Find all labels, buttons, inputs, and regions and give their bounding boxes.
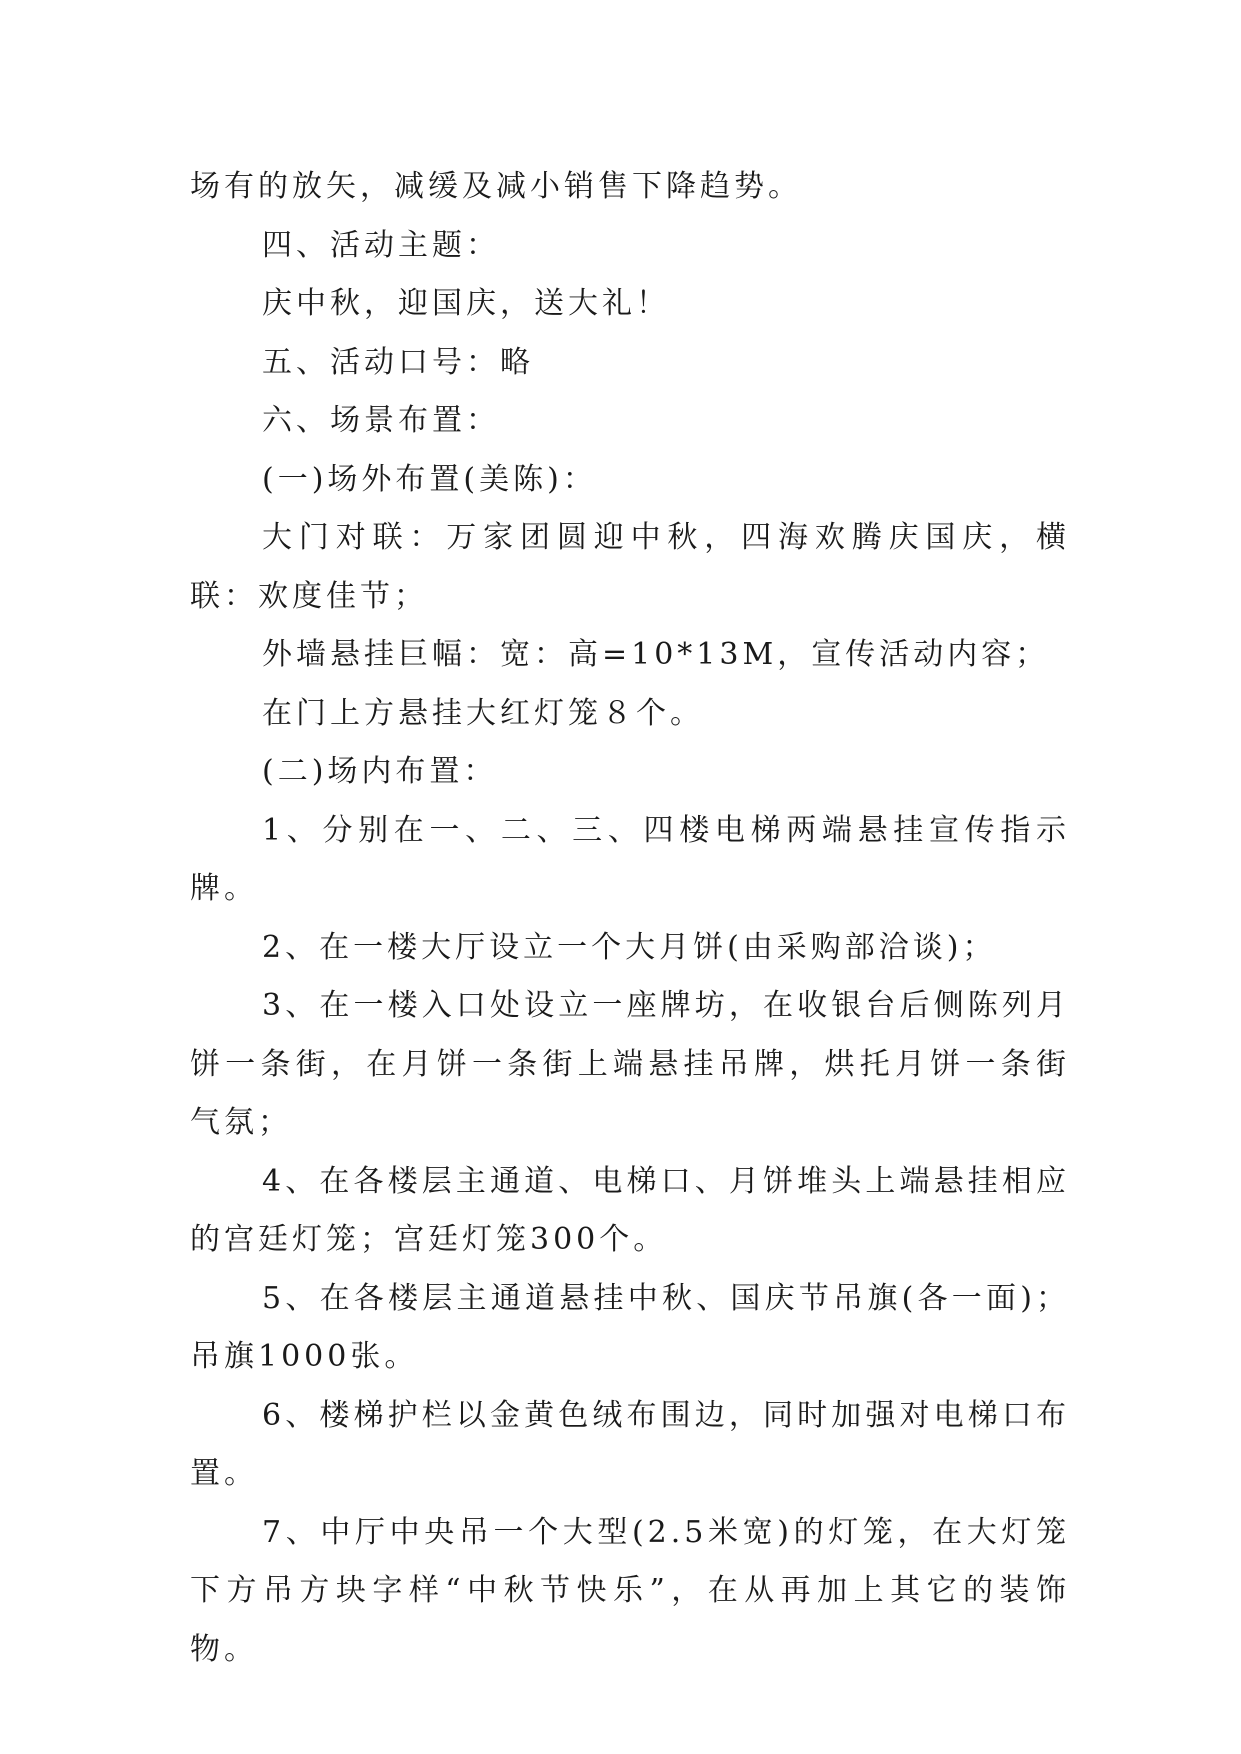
list-item-7: 7、中厅中央吊一个大型(2.5米宽)的灯笼，在大灯笼下方吊方块字样“中秋节快乐”，在从再加上其它的装饰物。 bbox=[190, 1514, 1070, 1667]
subheading-indoor-layout: (二)场内布置： bbox=[262, 754, 498, 789]
paragraph-wall-banner: 外墙悬挂巨幅：宽：高=10*13M，宣传活动内容； bbox=[262, 637, 1050, 672]
heading-activity-slogan: 五、活动口号：略 bbox=[262, 344, 534, 380]
heading-scene-layout: 六、场景布置： bbox=[262, 403, 500, 438]
subheading-outdoor-layout: (一)场外布置(美陈)： bbox=[262, 461, 597, 497]
list-item-5: 5、在各楼层主通道悬挂中秋、国庆节吊旗(各一面)；吊旗1000张。 bbox=[190, 1280, 1070, 1374]
paragraph-continuation: 场有的放矢，减缓及减小销售下降趋势。 bbox=[190, 169, 802, 204]
paragraph-gate-couplet: 大门对联：万家团圆迎中秋，四海欢腾庆国庆，横联：欢度佳节； bbox=[190, 520, 1070, 614]
document-body bbox=[190, 158, 1070, 1679]
list-item-3: 3、在一楼入口处设立一座牌坊，在收银台后侧陈列月饼一条街，在月饼一条街上端悬挂吊牌，烘托月饼一条街气氛； bbox=[190, 988, 1070, 1140]
paragraph-red-lanterns: 在门上方悬挂大红灯笼８个。 bbox=[262, 695, 704, 731]
heading-activity-theme: 四、活动主题： bbox=[262, 227, 500, 263]
list-item-6: 6、楼梯护栏以金黄色绒布围边，同时加强对电梯口布置。 bbox=[190, 1397, 1070, 1491]
list-item-2: 2、在一楼大厅设立一个大月饼(由采购部洽谈)； bbox=[262, 929, 997, 965]
list-item-4: 4、在各楼层主通道、电梯口、月饼堆头上端悬挂相应的宫廷灯笼；宫廷灯笼300个。 bbox=[190, 1163, 1070, 1257]
paragraph-theme-text: 庆中秋，迎国庆，送大礼！ bbox=[262, 286, 670, 321]
list-item-1: 1、分别在一、二、三、四楼电梯两端悬挂宣传指示牌。 bbox=[190, 812, 1070, 906]
